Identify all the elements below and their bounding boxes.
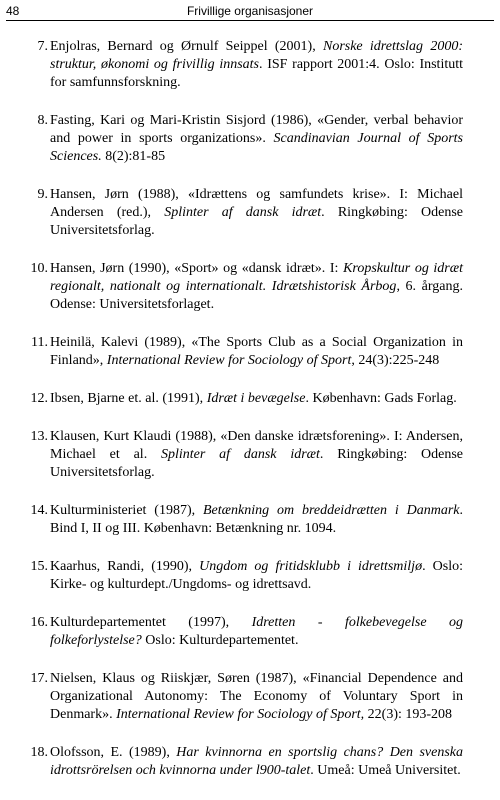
reference-title-italic: International Review for Sociology of Sport [106, 353, 352, 368]
reference-text [50, 671, 463, 722]
reference-title-italic: Kropskultur og idræt regionalt, nationalt og internationalt. Idrætshistorisk Årbog [50, 261, 463, 294]
reference-text [50, 391, 457, 406]
reference-text [50, 39, 463, 90]
reference-text-segment: , 24(3):225-248 [351, 353, 440, 368]
reference-item [20, 558, 463, 594]
reference-text [50, 187, 463, 238]
reference-number: 16. [30, 615, 48, 630]
running-title: Frivillige organisasjoner [186, 4, 314, 18]
reference-text-segment: . København: Gads Forlag. [305, 391, 457, 406]
reference-item [20, 186, 463, 240]
reference-item [20, 334, 463, 370]
reference-list [20, 38, 463, 800]
reference-number: 10. [30, 261, 48, 276]
reference-text-segment: Fasting, Kari og Mari-Kristin Sisjord (1986), «Gender, verbal behavior and power in sports organizations». [50, 113, 463, 146]
reference-text-segment: Klausen, Kurt Klaudi (1988), «Den danske idrætsforening». I: Andersen, Michael et al. [50, 429, 463, 462]
reference-number: 12. [30, 391, 48, 406]
reference-text-segment: Nielsen, Klaus og Riiskjær, Søren (1987), «Financial Dependence and Organizational Autonomy: The Economy of Voluntary Sport in Denmark». [50, 671, 463, 722]
reference-text-segment: Kaarhus, Randi, (1990), [50, 559, 200, 574]
reference-text-segment: Oslo: Kulturdepartementet. [141, 633, 299, 648]
reference-item [20, 38, 463, 92]
reference-title-italic: Idretten - folkebevegelse og folkeforlystelse? [50, 615, 464, 648]
reference-text-segment: Hansen, Jørn (1988), «Idrættens og samfundets krise». I: Michael Andersen (red.), [50, 187, 463, 220]
reference-item [20, 390, 463, 408]
reference-text-segment: Hansen, Jørn (1990), «Sport» og «dansk idræt». I: [50, 261, 344, 276]
reference-item [20, 614, 463, 650]
reference-item [20, 744, 463, 780]
reference-text-segment: Olofsson, E. (1989), [50, 745, 177, 760]
reference-text [50, 615, 463, 648]
reference-text [50, 745, 463, 778]
reference-title-italic: Splinter af dansk idræt [164, 205, 322, 220]
reference-number: 9. [37, 187, 48, 202]
reference-number: 14. [30, 503, 48, 518]
reference-text-segment: Heinilä, Kalevi (1989), «The Sports Club as a Social Organization in Finland», [50, 335, 463, 368]
reference-text-segment: . Oslo: Kirke- og kulturdept./Ungdoms- og idrettsavd. [50, 559, 463, 592]
reference-item [20, 502, 463, 538]
reference-text-segment: Kulturdepartementet (1997), [50, 615, 252, 630]
reference-text-segment: Enjolras, Bernard og Ørnulf Seippel (2001), [50, 39, 323, 54]
reference-text [50, 429, 463, 480]
reference-text-segment: . ISF rapport 2001:4. Oslo: Institutt for samfunnsforskning. [50, 57, 463, 90]
reference-text-segment: Ibsen, Bjarne et. al. (1991), [50, 391, 207, 406]
reference-number: 11. [31, 335, 48, 350]
header-rule [6, 20, 494, 21]
reference-number: 17. [30, 671, 48, 686]
reference-item [20, 112, 463, 166]
reference-number: 8. [37, 113, 48, 128]
reference-text-segment: , 6. årgang. Odense: Universitetsforlaget. [50, 279, 463, 312]
reference-text-segment: 8(2):81-85 [101, 149, 166, 164]
reference-text [50, 503, 463, 536]
reference-item [20, 260, 463, 314]
reference-text-segment: . Bind I, II og III. København: Betænkning nr. 1094. [50, 503, 463, 536]
reference-title-italic: Betænkning om breddeidrætten i Danmark [203, 503, 460, 518]
reference-number: 13. [30, 429, 48, 444]
reference-item [20, 670, 463, 724]
reference-title-italic: Splinter af dansk idræt [161, 447, 320, 462]
reference-number: 18. [30, 745, 48, 760]
reference-text [50, 261, 463, 312]
page-number: 48 [6, 4, 20, 18]
reference-number: 15. [30, 559, 48, 574]
reference-title-italic: International Review for Sociology of Sport, [116, 707, 365, 722]
reference-text-segment: 22(3): 193-208 [364, 707, 453, 722]
reference-item [20, 428, 463, 482]
reference-text [50, 113, 463, 164]
reference-title-italic: Scandinavian Journal of Sports Sciences. [50, 131, 463, 164]
reference-text [50, 335, 463, 368]
reference-title-italic: Ungdom og fritidsklubb i idrettsmiljø [199, 559, 423, 574]
reference-text-segment: . Umeå: Umeå Universitet. [310, 763, 461, 778]
reference-text-segment: . Ringkøbing: Odense Universitetsforlag. [50, 447, 464, 480]
reference-text [50, 559, 463, 592]
reference-title-italic: Norske idrettslag 2000: struktur, økonomi og frivillig innsats [50, 39, 463, 72]
reference-title-italic: Idræt i bevægelse [206, 391, 306, 406]
reference-text-segment: . Ringkøbing: Odense Universitetsforlag. [50, 205, 464, 238]
reference-text-segment: Kulturministeriet (1987), [50, 503, 203, 518]
reference-title-italic: Har kvinnorna en sportslig chans? Den svenska idrottsrörelsen och kvinnorna under l900-talet [50, 745, 463, 778]
page-header [0, 0, 500, 22]
reference-number: 7. [37, 39, 48, 54]
